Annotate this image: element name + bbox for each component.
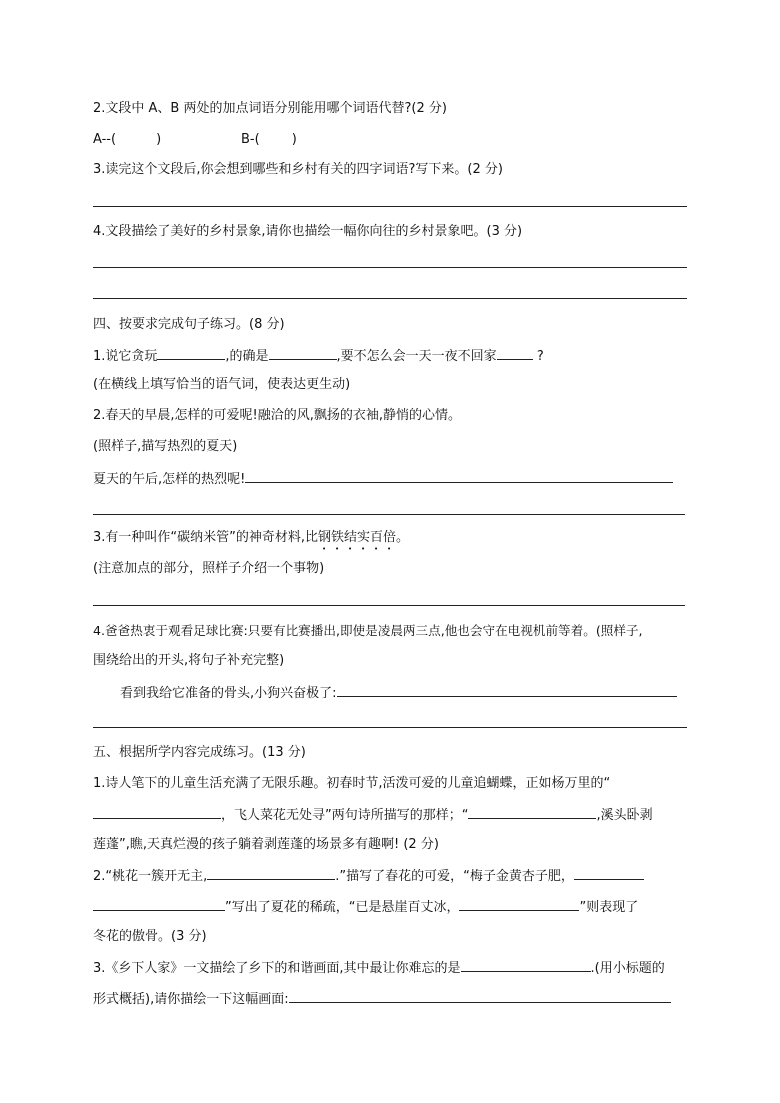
sentence-4-3-dotted: 钢铁结实百倍: [318, 530, 397, 545]
sentence-4-2-prompt: [93, 470, 673, 488]
sentence-4-4-prompt-text: 看到我给它准备的骨头,小狗兴奋极了:: [120, 686, 337, 701]
blank-5-3-a[interactable]: [461, 959, 591, 972]
sentence-4-2-prompt-text: 夏天的午后,怎样的热烈呢!: [93, 472, 246, 487]
item-5-1-line2-text-a: ，飞人菜花无处寻”两句诗所描写的那样；“: [221, 808, 469, 823]
answer-a-label: [93, 132, 161, 148]
item-5-1-line2: [93, 806, 653, 824]
sentence-4-1-note: (在横线上填写恰当的语气词，使表达更生动): [93, 377, 351, 392]
sentence-4-1-part-a: 1.说它贪玩: [93, 349, 158, 364]
sentence-4-1-part-c: ,要不怎么会一天一夜不回家: [336, 349, 497, 364]
answer-line-4-3[interactable]: [93, 605, 685, 606]
item-5-3-line1: [93, 959, 665, 977]
answer-line-q4-1[interactable]: [93, 267, 687, 268]
item-5-1-line1: 1.诗人笔下的儿童生活充满了无限乐趣。初春时节,活泼可爱的儿童追蝴蝶，正如杨万里的“: [93, 776, 611, 791]
question-3: 3.读完这个文段后,你会想到哪些和乡村有关的四字词语?写下来。(2 分): [93, 162, 503, 177]
blank-5-2-b[interactable]: [574, 867, 644, 880]
blank-5-3-b[interactable]: [289, 990, 671, 1003]
answer-a-open: A--(: [93, 132, 117, 147]
item-5-1-line3: 莲蓬”,瞧,天真烂漫的孩子躺着剥莲蓬的场景多有趣啊! (2 分): [93, 837, 439, 852]
sentence-4-3: [93, 530, 409, 553]
answer-line-4-4[interactable]: [93, 727, 687, 728]
sentence-4-1-part-d: ?: [536, 349, 544, 364]
item-5-3-line2: [93, 990, 671, 1008]
sentence-4-3-note: (注意加点的部分，照样子介绍一个事物): [93, 561, 325, 576]
sentence-4-2-note: (照样子,描写热烈的夏天): [93, 439, 238, 454]
answer-line-q4-2[interactable]: [93, 298, 687, 299]
question-2: 2.文段中 A、B 两处的加点词语分别能用哪个词语代替?(2 分): [93, 101, 447, 116]
item-5-2-line1: [93, 867, 644, 885]
answer-line-4-2[interactable]: [93, 514, 685, 515]
sentence-4-2: 2.春天的早晨,怎样的可爱呢!融洽的风,飘扬的衣袖,静悄的心情。: [93, 408, 462, 423]
sentence-4-4-prompt: [120, 684, 677, 702]
sentence-4-1: [93, 347, 544, 365]
item-5-1-line2-text-b: ,溪头卧剥: [596, 808, 653, 823]
answer-b-label: [241, 132, 297, 148]
answer-b-close: ): [291, 132, 297, 147]
item-5-3-line1-text-a: 3.《乡下人家》一文描绘了乡下的和谐画面,其中最让你难忘的是: [93, 961, 461, 976]
item-5-3-line1-text-b: .(用小标题的: [590, 961, 665, 976]
item-5-2-line3: 冬花的傲骨。(3 分): [93, 929, 207, 944]
sentence-4-3-end: 。: [396, 530, 410, 545]
section-5-title: 五、根据所学内容完成练习。(13 分): [93, 745, 306, 760]
blank-4-1-b[interactable]: [269, 347, 337, 360]
blank-5-1-a[interactable]: [93, 806, 221, 819]
answer-line-q3[interactable]: [93, 206, 687, 207]
sentence-4-1-part-b: ,的确是: [225, 349, 269, 364]
item-5-2-line2: [93, 898, 638, 916]
blank-5-1-b[interactable]: [468, 806, 596, 819]
blank-4-2[interactable]: [245, 470, 673, 483]
sentence-4-4-line1: 4.爸爸热衷于观看足球比赛:只要有比赛播出,即使是凌晨两三点,他也会守在电视机前等着。(照样子,: [93, 623, 643, 638]
blank-5-2-c[interactable]: [93, 898, 225, 911]
section-4-title: 四、按要求完成句子练习。(8 分): [93, 317, 285, 332]
sentence-4-3-text: 3.有一种叫作“碳纳米管”的神奇材料,比: [93, 530, 319, 545]
item-5-2-line1-text-b: .”描写了春花的可爱，“梅子金黄杏子肥，: [335, 869, 574, 884]
blank-5-2-a[interactable]: [207, 867, 335, 880]
blank-5-2-d[interactable]: [459, 898, 579, 911]
blank-4-4[interactable]: [337, 684, 677, 697]
blank-4-1-c[interactable]: [497, 347, 533, 360]
item-5-2-line2-text-b: ”则表现了: [579, 900, 639, 915]
item-5-3-line2-text: 形式概括),请你描绘一下这幅画面:: [93, 992, 289, 1007]
answer-a-close: ): [156, 132, 162, 147]
question-4: 4.文段描绘了美好的乡村景象,请你也描绘一幅你向往的乡村景象吧。(3 分): [93, 224, 523, 239]
sentence-4-4-line2: 围绕给出的开头,将句子补充完整): [93, 653, 285, 668]
item-5-2-line2-text-a: ”写出了夏花的稀疏，“已是悬崖百丈冰，: [225, 900, 460, 915]
blank-4-1-a[interactable]: [157, 347, 225, 360]
item-5-2-line1-text-a: 2.“桃花一簇开无主,: [93, 869, 208, 884]
answer-b-open: B-(: [241, 132, 260, 147]
